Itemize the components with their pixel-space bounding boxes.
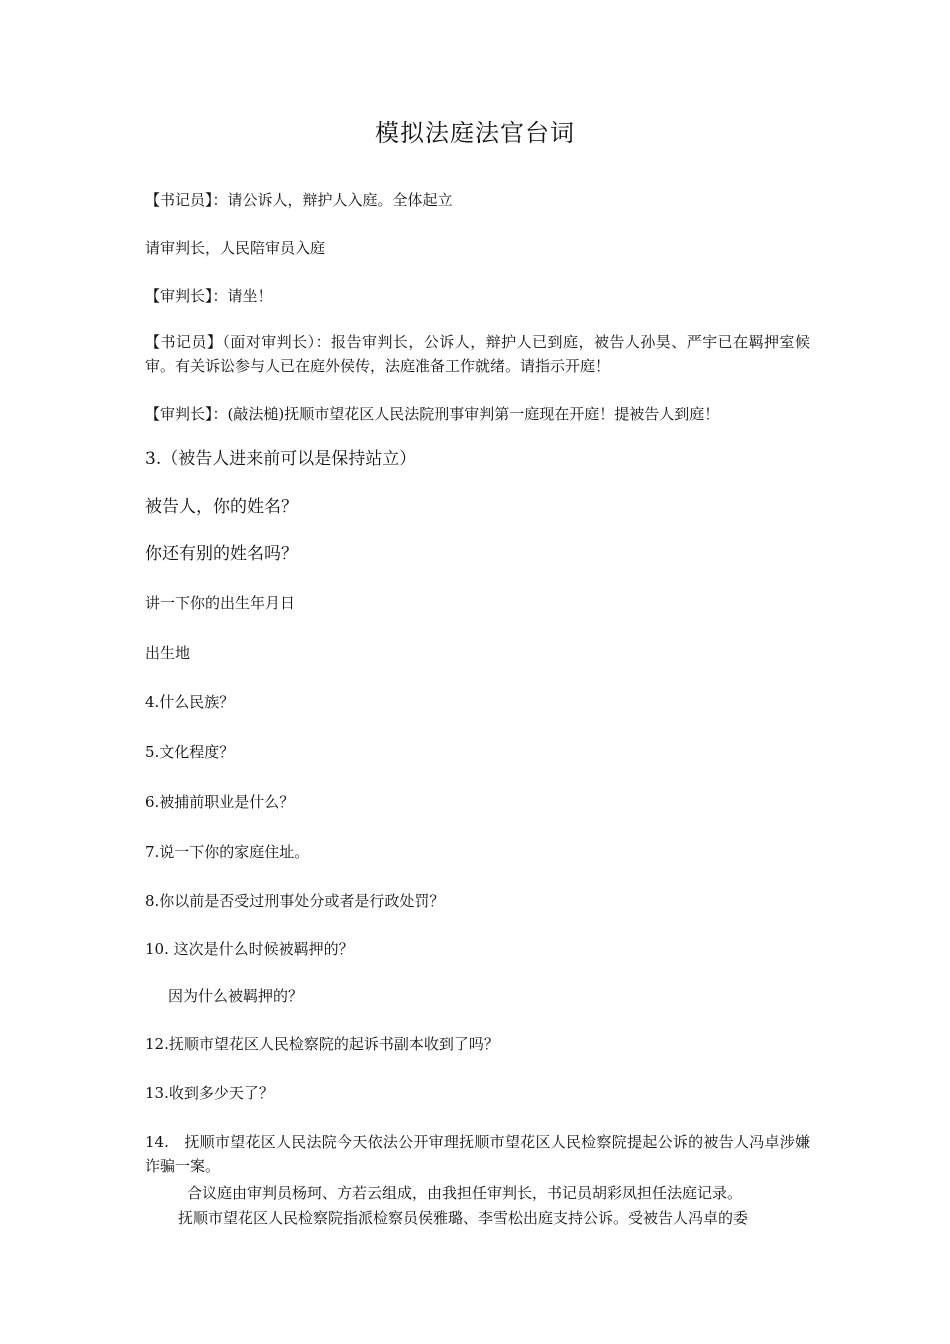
paragraph-item-7: 7.说一下你的家庭住址。 <box>145 843 310 861</box>
paragraph-panel: 合议庭由审判员杨珂、方若云组成，由我担任审判长，书记员胡彩凤担任法庭记录。 <box>187 1184 743 1202</box>
paragraph-judge-sit: 【审判长】：请坐！ <box>145 287 273 305</box>
paragraph-item-12: 12.抚顺市望花区人民检察院的起诉书副本收到了吗？ <box>145 1035 499 1053</box>
paragraph-detention-reason: 因为什么被羁押的？ <box>168 987 304 1005</box>
paragraph-name-question: 被告人，你的姓名？ <box>145 497 298 517</box>
paragraph-prosecutors: 抚顺市望花区人民检察院指派检察员侯雅璐、李雪松出庭支持公诉。受被告人冯卓的委 <box>178 1209 749 1227</box>
paragraph-item-10: 10. 这次是什么时候被羁押的？ <box>145 940 354 958</box>
paragraph-item-14: 14. 抚顺市望花区人民法院今天依法公开审理抚顺市望花区人民检察院提起公诉的被告人冯卓涉嫌诈骗一案。 <box>145 1133 810 1175</box>
paragraph-item-5: 5.文化程度？ <box>145 743 235 761</box>
paragraph-clerk-call: 【书记员】：请公诉人，辩护人入庭。全体起立 <box>145 191 453 209</box>
paragraph-item-6: 6.被捕前职业是什么？ <box>145 793 295 811</box>
paragraph-item-3: 3.（被告人进来前可以是保持站立） <box>145 449 417 469</box>
paragraph-clerk-report: 【书记员】（面对审判长）：报告审判长，公诉人，辩护人已到庭，被告人孙昊、严宇已在羁押室候审。有关诉讼参与人已在庭外侯传，法庭准备工作就绪。请指示开庭！ <box>145 333 810 375</box>
paragraph-alias-question: 你还有别的姓名吗？ <box>145 544 298 564</box>
paragraph-judges-enter: 请审判长，人民陪审员入庭 <box>145 239 326 257</box>
paragraph-court-open: 【审判长】：(敲法槌)抚顺市望花区人民法院刑事审判第一庭现在开庭！提被告人到庭！ <box>145 405 720 423</box>
document-title: 模拟法庭法官台词 <box>375 119 575 147</box>
paragraph-birthdate: 讲一下你的出生年月日 <box>145 594 296 612</box>
paragraph-item-8: 8.你以前是否受过刑事处分或者是行政处罚？ <box>145 892 445 910</box>
paragraph-item-4: 4.什么民族？ <box>145 693 235 711</box>
paragraph-birthplace: 出生地 <box>145 644 191 662</box>
paragraph-item-13: 13.收到多少天了？ <box>145 1084 274 1102</box>
